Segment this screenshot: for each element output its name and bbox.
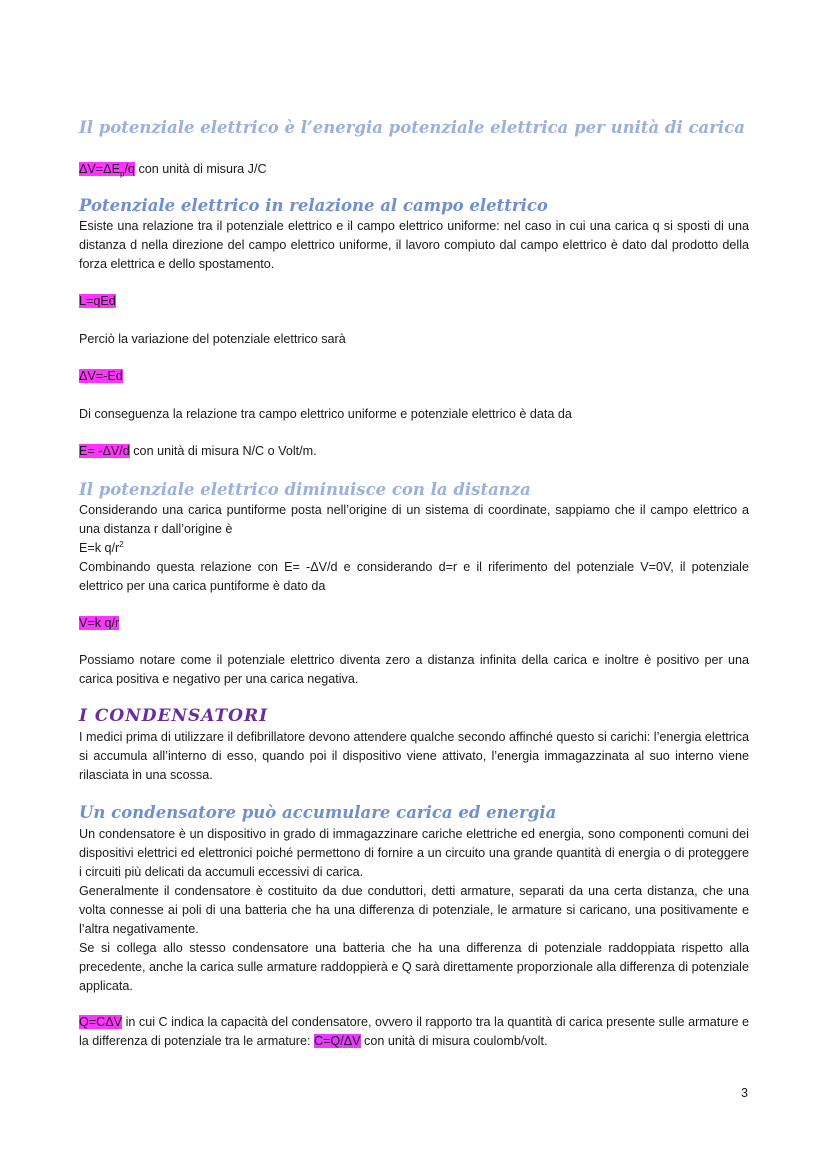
formula-line-deltaV: $\Delta V=\Delta E_p/q$ con unità di misura J/C <box>79 162 267 179</box>
paragraph-condensatore-def: Un condensatore è un dispositivo in grado di immagazzinare cariche elettriche ed energia, sono componenti comuni dei dispositivi elettrici ed elettronici poiché permettono di fornire a un circuito una grande quantità di energia o di proteggere i circuiti più delicati da accumuli eccessivi di carica. <box>79 827 749 879</box>
paragraph-conseguenza: Di conseguenza la relazione tra campo elettrico uniforme e potenziale elettrico è data da <box>79 407 572 421</box>
page-number: 3 <box>740 1086 748 1100</box>
paragraph-raddoppiata: Se si collega allo stesso condensatore una batteria che ha una differenza di potenziale raddoppiata rispetto alla precedente, anche la carica sulle armature raddoppierà e Q sarà direttamente proporzionale alla differenza di potenziale applicata. <box>79 941 749 993</box>
highlight-formula-Vkqr: V=k q/r <box>79 616 120 630</box>
highlight-formula-CQdV: C=Q/ΔV <box>313 1034 361 1048</box>
heading-campo-elettrico: Potenziale elettrico in relazione al campo elettrico <box>79 196 548 215</box>
heading-diminuisce: Il potenziale elettrico diminuisce con la distanza <box>79 480 531 499</box>
paragraph-capacita: Q=CΔV in cui C indica la capacità del condensatore, ovvero il rapporto tra la quantità di carica presente sulle armature e la differenza di potenziale tra le armature: C=Q/ΔV con unità di misura coulomb/volt. <box>79 1015 749 1048</box>
paragraph-relazione: Esiste una relazione tra il potenziale elettrico e il campo elettrico uniforme: nel caso in cui una carica q si sposti di una distanza d nella direzione del campo elettrico uniforme, il lavoro compiuto dal campo elettrico è dato dal prodotto della forza elettrica e dello spostamento. <box>79 219 749 271</box>
highlight-formula-E: E= -ΔV/d <box>79 444 130 458</box>
heading-condensatore-accumula: Un condensatore può accumulare carica ed energia <box>79 803 557 822</box>
highlight-formula-QCdV: Q=CΔV <box>79 1015 123 1029</box>
paragraph-armature: Generalmente il condensatore è costituito da due conduttori, detti armature, separati da una certa distanza, che una volta connesse ai poli di una batteria che ha una differenza di potenziale, le armature si caricano, una positivamente e l’altra negativamente. <box>79 884 749 936</box>
paragraph-combinando: Combinando questa relazione con E= -ΔV/d e considerando d=r e il riferimento del potenziale V=0V, il potenziale elettrico per una carica puntiforme è dato da <box>79 560 749 593</box>
highlight-formula-deltaV-Ed: ΔV=-Ed <box>79 369 123 383</box>
highlight-formula-lavoro: L=qEd <box>79 294 116 308</box>
formula-line-E: E= -ΔV/d con unità di misura N/C o Volt/m. <box>79 444 317 458</box>
paragraph-possiamo-notare: Possiamo notare come il potenziale elettrico diventa zero a distanza infinita della carica e inoltre è positivo per una carica positiva e negativo per una carica negativa. <box>79 653 749 686</box>
highlight-formula: $\Delta V=\Delta E_p/q$ <box>79 162 135 179</box>
heading-potenziale-energia: Il potenziale elettrico è l’energia potenziale elettrica per unità di carica <box>79 118 745 137</box>
paragraph-variazione: Perciò la variazione del potenziale elettrico sarà <box>79 332 346 346</box>
paragraph-carica-puntiforme: Considerando una carica puntiforme posta nell’origine di un sistema di coordinate, sappiamo che il campo elettrico a una distanza r dall’origine è <box>79 503 749 536</box>
formula-line-Ekq: E=k $q/r^2$ <box>79 539 124 555</box>
paragraph-medici: I medici prima di utilizzare il defibrillatore devono attendere qualche secondo affinché questo si carichi: l’energia elettrica si accumula all’interno di esso, quando poi il dispositivo viene attivato, l’energia immagazzinata al suo interno viene rilasciata in una scossa. <box>79 730 749 782</box>
heading-condensatori: I CONDENSATORI <box>79 706 269 726</box>
